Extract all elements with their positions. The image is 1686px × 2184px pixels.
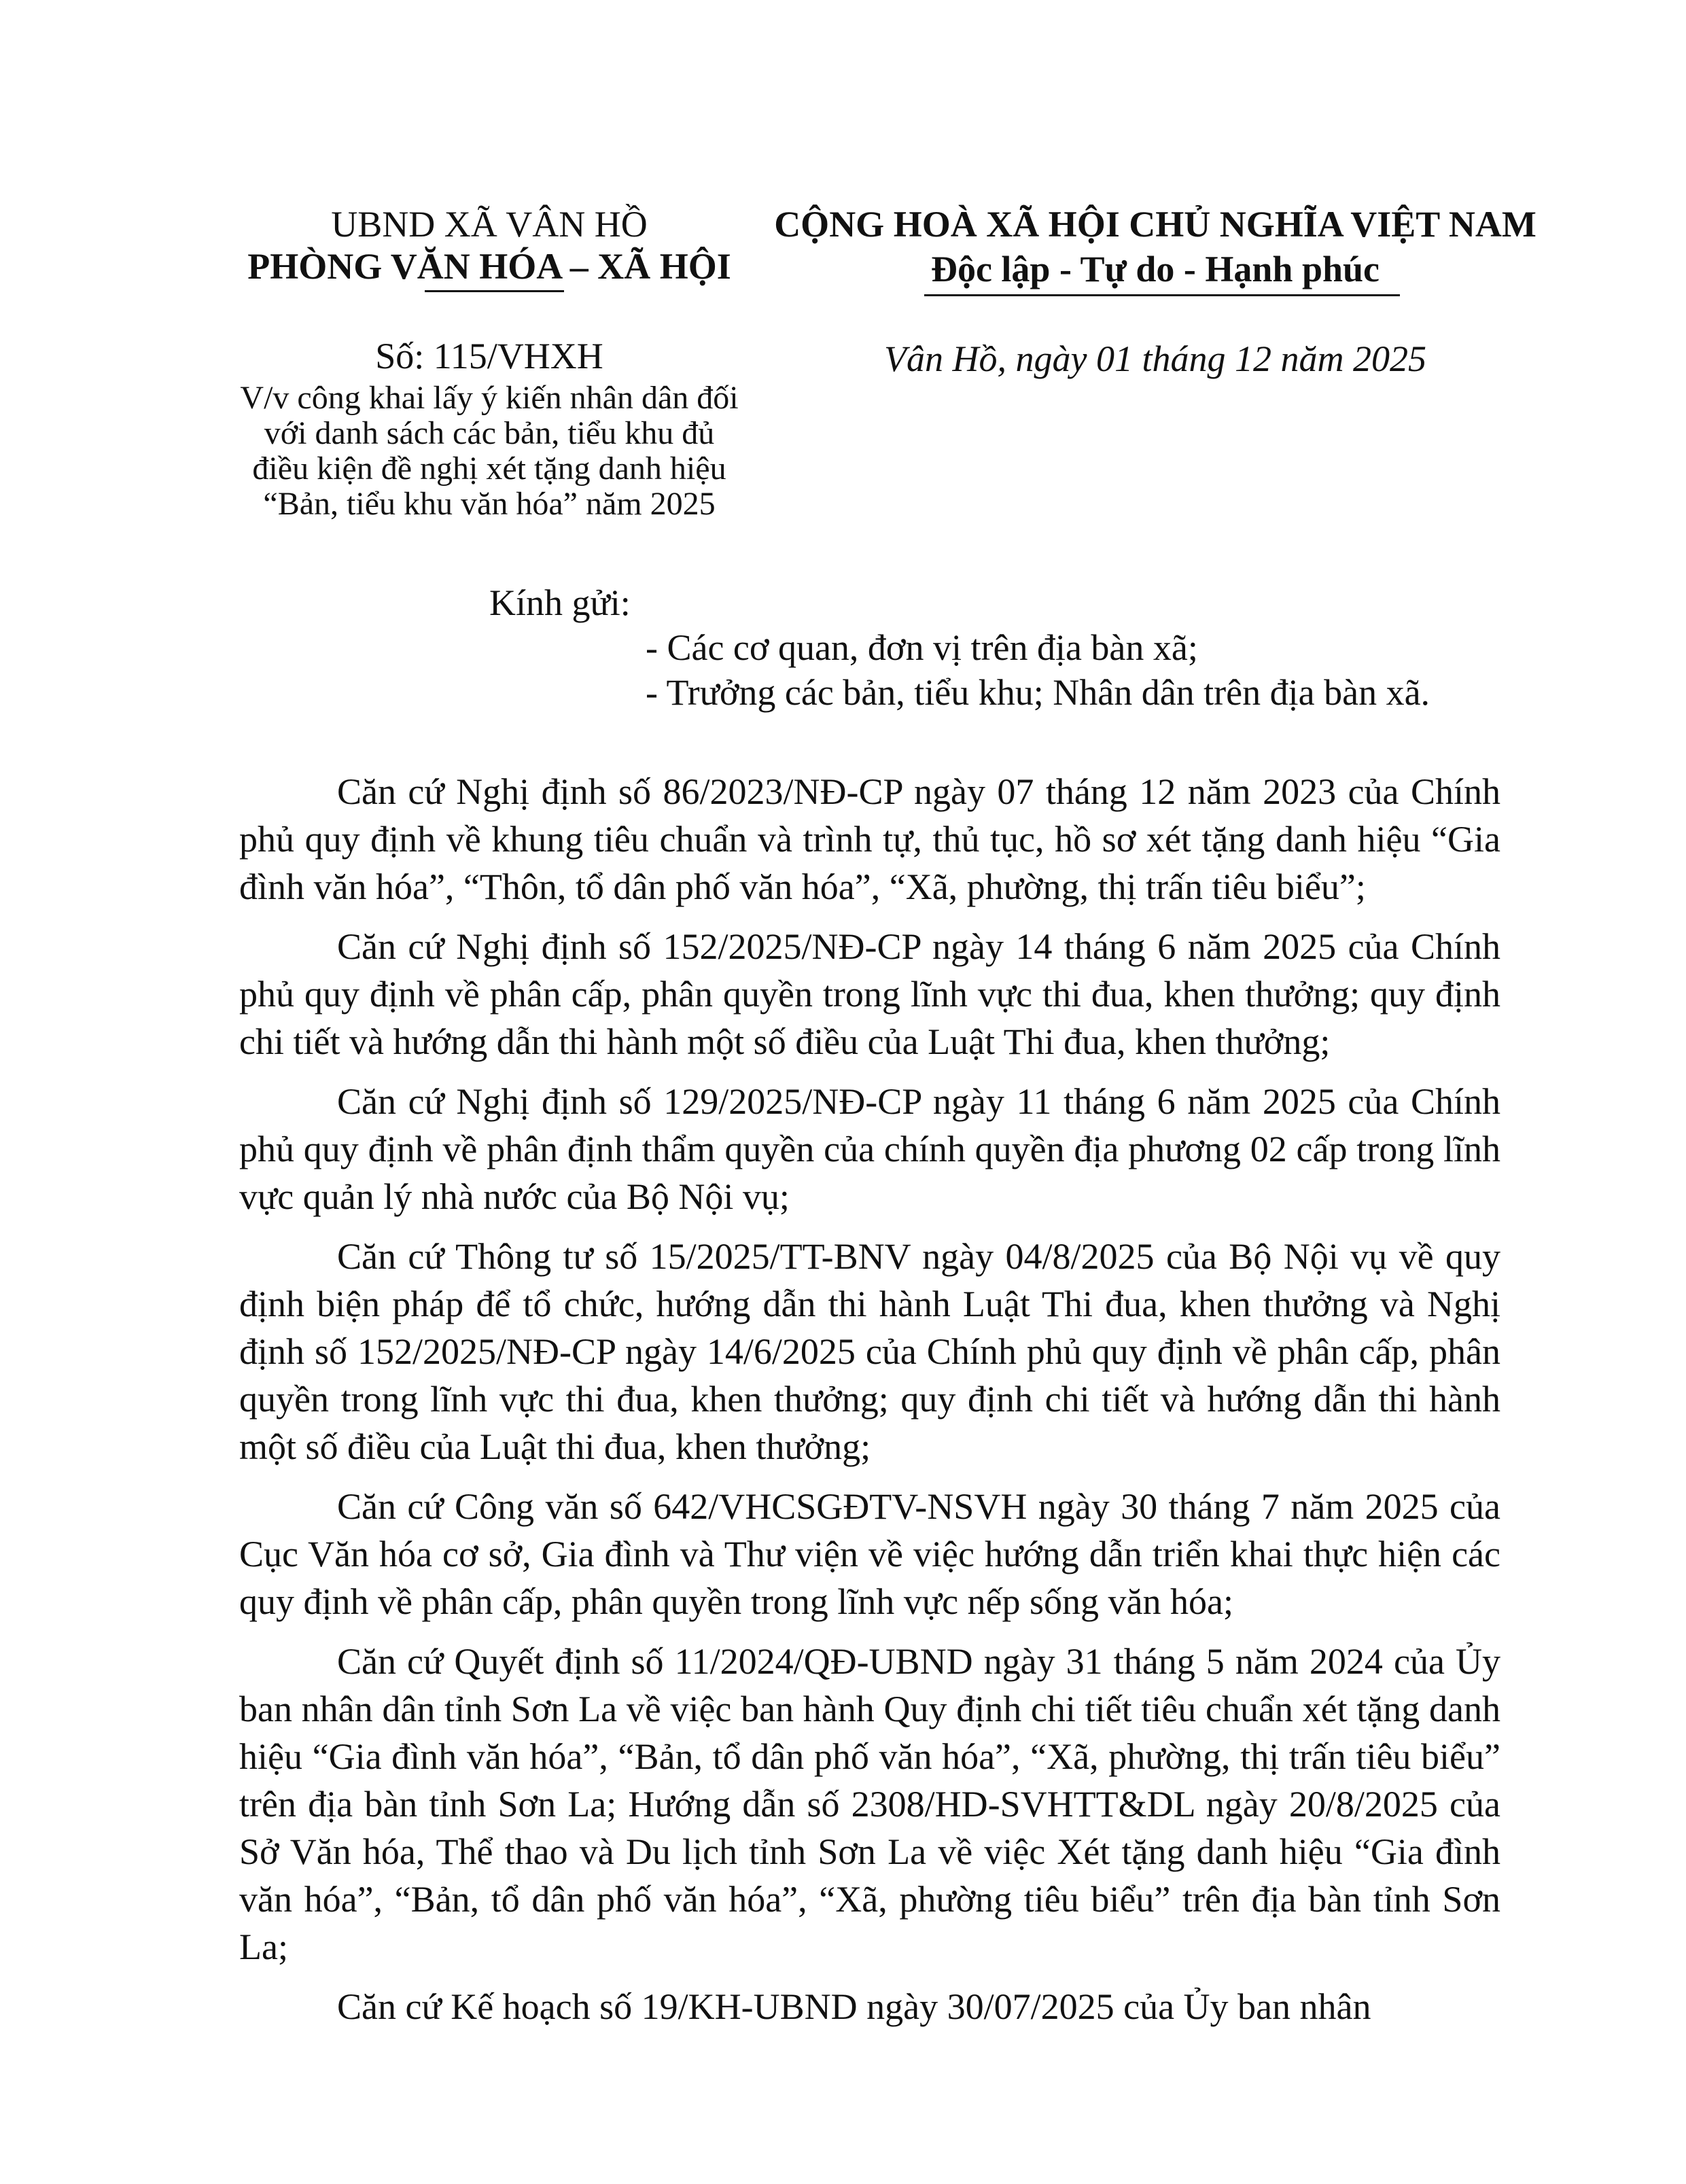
recipient-item: - Trưởng các bản, tiểu khu; Nhân dân trên địa bàn xã. — [646, 672, 1430, 713]
body-paragraph: Căn cứ Nghị định số 152/2025/NĐ-CP ngày 14 tháng 6 năm 2025 của Chính phủ quy định về phân cấp, phân quyền trong lĩnh vực thi đua, khen thưởng; quy định chi tiết và hướng dẫn thi hành một số điều của Luật Thi đua, khen thưởng; — [239, 926, 1500, 1062]
body-paragraph: Căn cứ Quyết định số 11/2024/QĐ-UBND ngày 31 tháng 5 năm 2024 của Ủy ban nhân dân tỉnh Sơn La về việc ban hành Quy định chi tiết tiêu chuẩn xét tặng danh hiệu “Gia đình văn hóa”, “Bản, tổ dân phố văn hóa”, “Xã, phường, thị trấn tiêu biểu” trên địa bàn tỉnh Sơn La; Hướng dẫn số 2308/HD-SVHTT&DL ngày 20/8/2025 của Sở Văn hóa, Thể thao và Du lịch tỉnh Sơn La về việc Xét tặng danh hiệu “Gia đình văn hóa”, “Bản, tổ dân phố văn hóa”, “Xã, phường tiêu biểu” trên địa bàn tỉnh Sơn La; — [239, 1641, 1500, 1967]
body-paragraph: Căn cứ Kế hoạch số 19/KH-UBND ngày 30/07/2025 của Ủy ban nhân — [337, 1986, 1371, 2027]
department-underline — [425, 290, 564, 292]
issuing-department: PHÒNG VĂN HÓA – XÃ HỘI — [247, 246, 731, 287]
subject-line: điều kiện đề nghị xét tặng danh hiệu — [252, 451, 726, 487]
subject-line: với danh sách các bản, tiểu khu đủ — [264, 415, 715, 451]
national-title: CỘNG HOÀ XÃ HỘI CHỦ NGHĨA VIỆT NAM — [774, 204, 1536, 245]
body-paragraph: Căn cứ Thông tư số 15/2025/TT-BNV ngày 04/8/2025 của Bộ Nội vụ về quy định biện pháp để tổ chức, hướng dẫn thi hành Luật Thi đua, khen thưởng và Nghị định số 152/2025/NĐ-CP ngày 14/6/2025 của Chính phủ quy định về phân cấp, phân quyền trong lĩnh vực thi đua, khen thưởng; quy định chi tiết và hướng dẫn thi hành một số điều của Luật thi đua, khen thưởng; — [239, 1236, 1500, 1467]
recipients-greeting: Kính gửi: — [489, 582, 631, 623]
document-body — [239, 768, 1500, 2043]
subject-line: “Bản, tiểu khu văn hóa” năm 2025 — [263, 486, 716, 522]
issuing-authority: UBND XÃ VÂN HỒ — [331, 204, 648, 245]
body-paragraph: Căn cứ Nghị định số 86/2023/NĐ-CP ngày 07 tháng 12 năm 2023 của Chính phủ quy định về khung tiêu chuẩn và trình tự, thủ tục, hồ sơ xét tặng danh hiệu “Gia đình văn hóa”, “Thôn, tổ dân phố văn hóa”, “Xã, phường, thị trấn tiêu biểu”; — [239, 771, 1500, 907]
subject-line: V/v công khai lấy ý kiến nhân dân đối — [240, 380, 739, 416]
document-subject — [224, 381, 754, 522]
body-paragraph: Căn cứ Công văn số 642/VHCSGĐTV-NSVH ngày 30 tháng 7 năm 2025 của Cục Văn hóa cơ sở, Gia đình và Thư viện về việc hướng dẫn triển khai thực hiện các quy định về phân cấp, phân quyền trong lĩnh vực nếp sống văn hóa; — [239, 1486, 1500, 1622]
place-and-date: Vân Hồ, ngày 01 tháng 12 năm 2025 — [884, 338, 1426, 379]
national-motto: Độc lập - Tự do - Hạnh phúc — [930, 249, 1380, 289]
document-number: Số: 115/VHXH — [375, 336, 603, 376]
recipient-item: - Các cơ quan, đơn vị trên địa bàn xã; — [646, 627, 1198, 668]
body-paragraph: Căn cứ Nghị định số 129/2025/NĐ-CP ngày 11 tháng 6 năm 2025 của Chính phủ quy định về phân định thẩm quyền của chính quyền địa phương 02 cấp trong lĩnh vực quản lý nhà nước của Bộ Nội vụ; — [239, 1081, 1500, 1217]
motto-underline — [924, 294, 1400, 296]
